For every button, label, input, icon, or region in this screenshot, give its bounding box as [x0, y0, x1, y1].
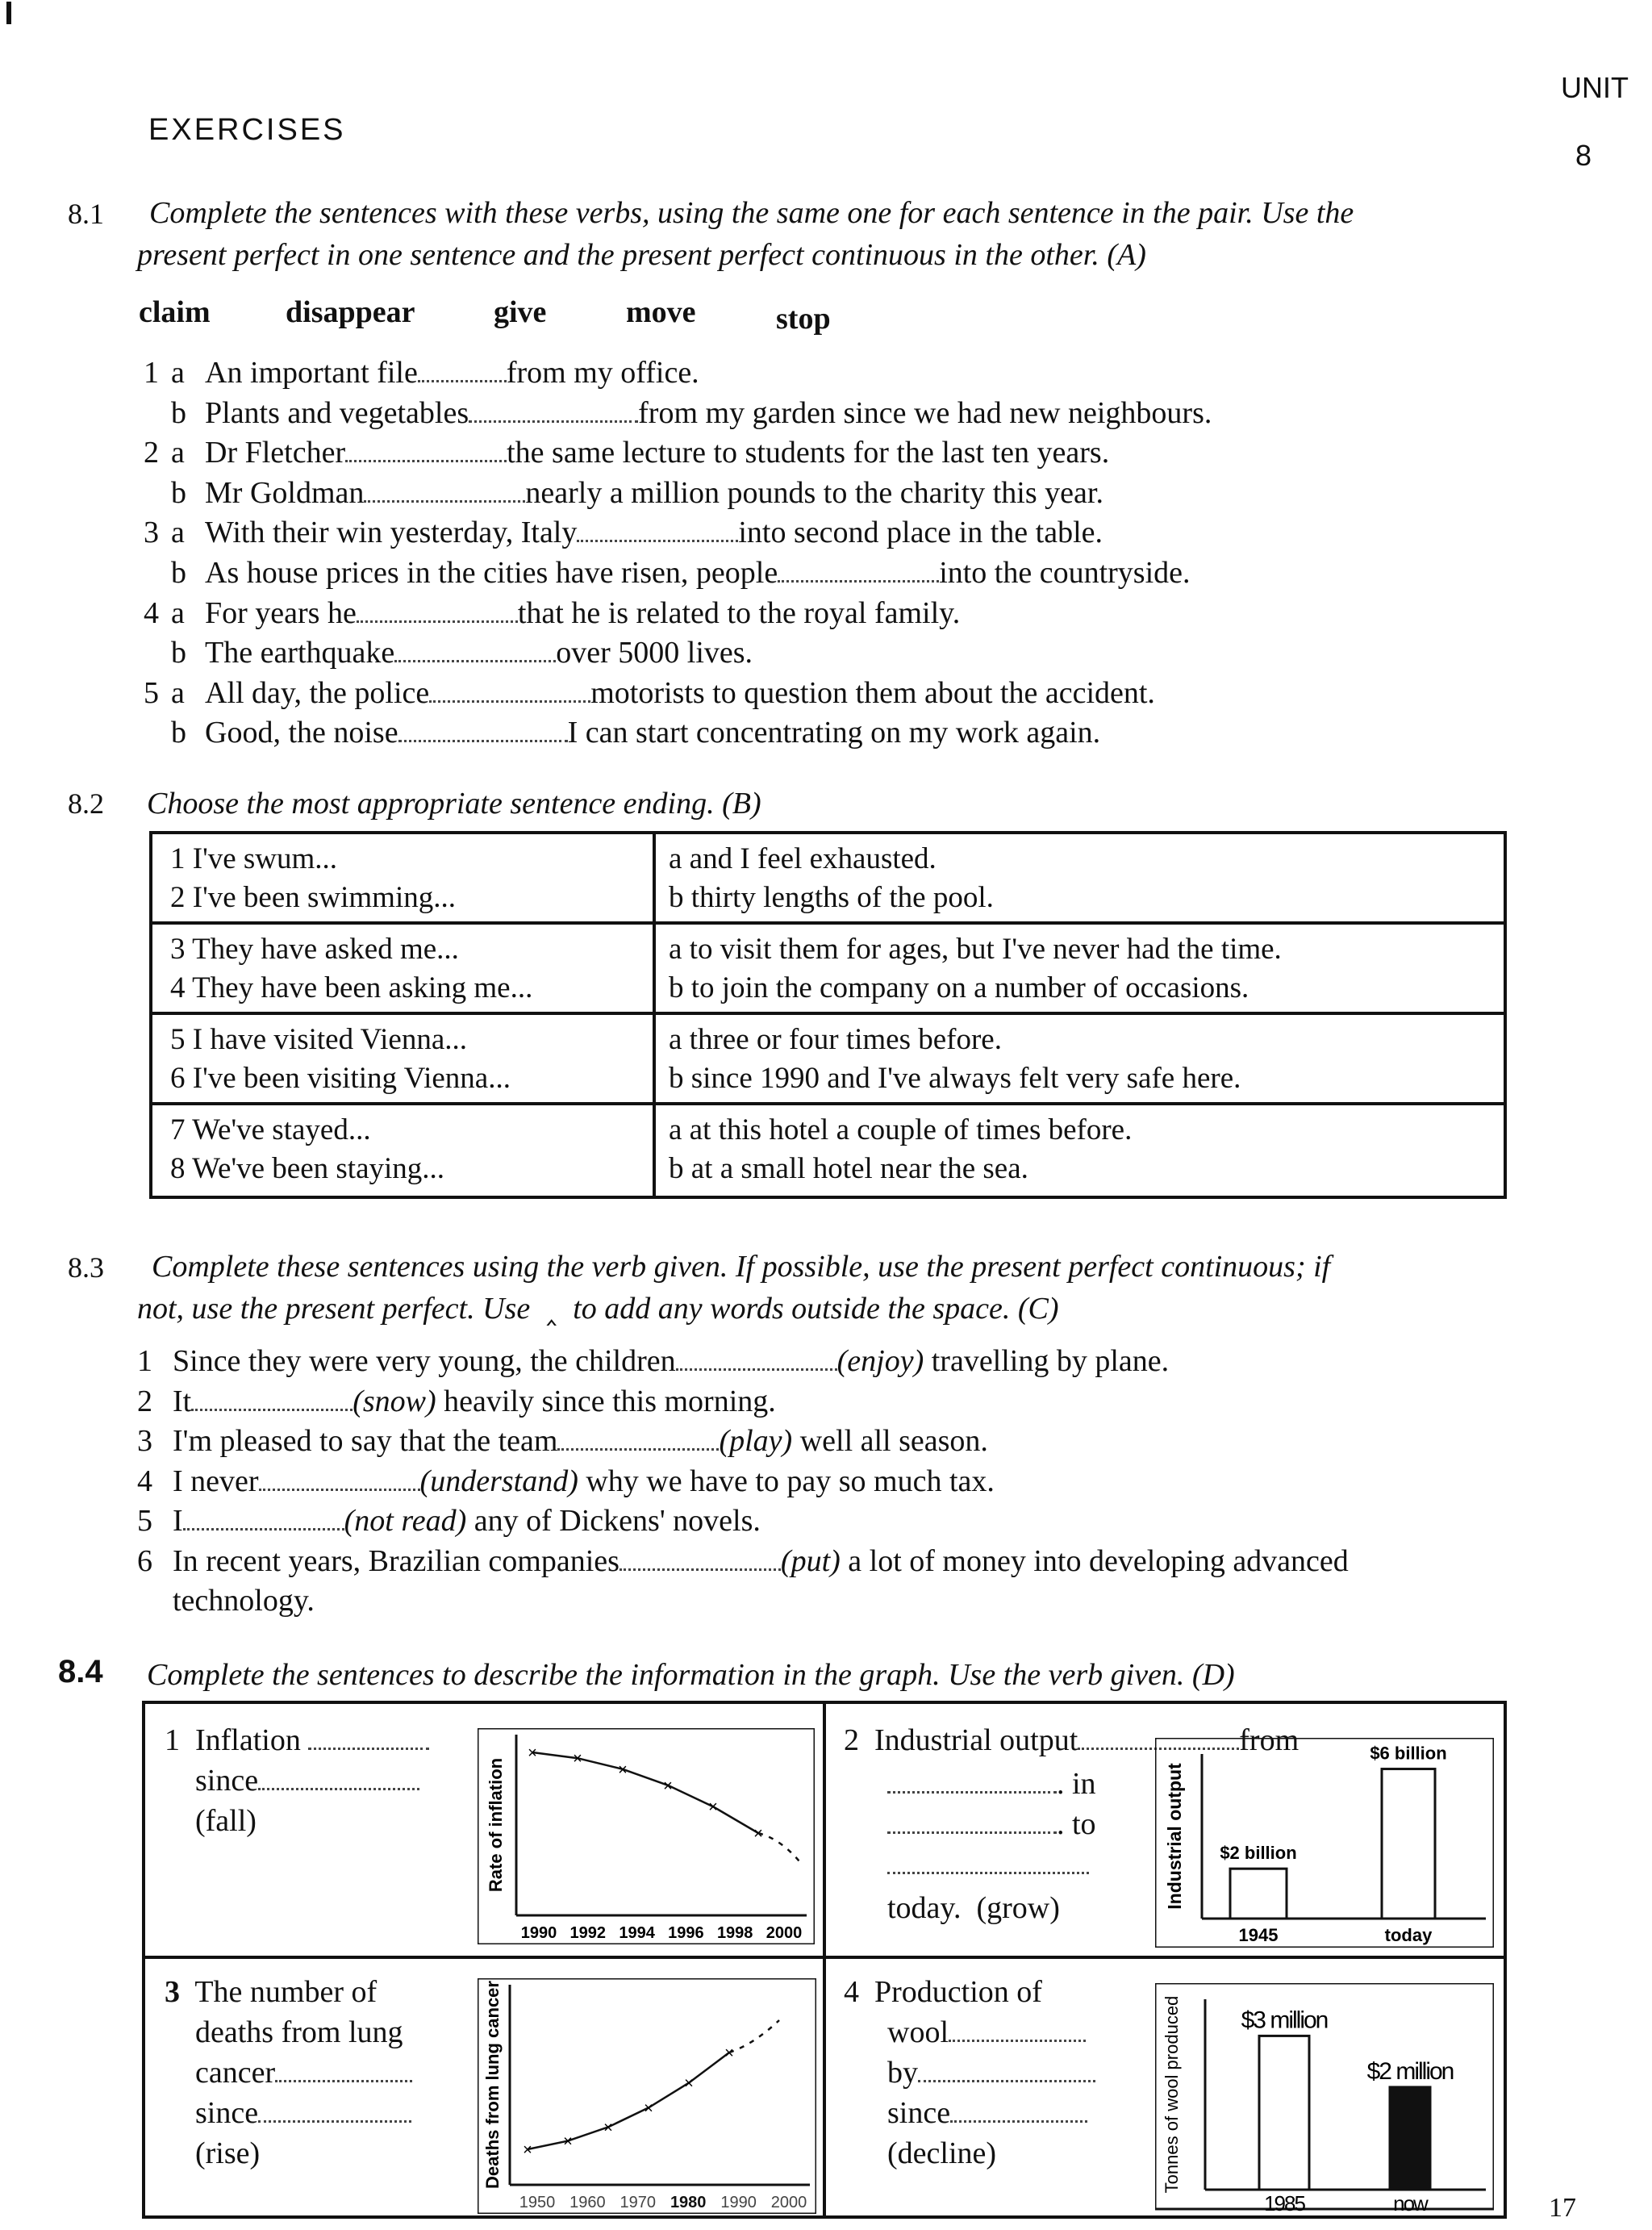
section-title: EXERCISES — [148, 113, 346, 147]
graph-question-2-line-4 — [887, 1844, 1089, 1885]
instruction-text: to add any words outside the space. (C) — [573, 1292, 1059, 1326]
x-tick-label: 1950 — [519, 2194, 556, 2211]
data-point: × — [644, 2099, 653, 2118]
table-left-cell: 8 We've been staying... — [170, 1152, 445, 1185]
sentence-end: motorists to question them about the accident. — [590, 675, 1155, 710]
exercise-number-8-2: 8.2 — [68, 787, 104, 820]
exercise-8-3-item — [137, 1503, 761, 1539]
item-letter: b — [171, 395, 186, 430]
graph-grid — [142, 1701, 1507, 2219]
sentence-start: For years he — [205, 595, 357, 630]
item-letter: b — [171, 475, 186, 510]
x-tick-label: 1960 — [569, 2194, 606, 2211]
x-tick-label: 1990 — [520, 1924, 557, 1942]
exercise-8-3-item — [137, 1384, 776, 1419]
crop-mark — [6, 2, 11, 24]
sentence-end: into the countryside. — [939, 556, 1191, 590]
exercise-8-3-item — [137, 1423, 988, 1459]
table-right-cell: a to visit them for ages, but I've never had the time. — [669, 933, 1282, 966]
sentence-start: Since they were very young, the children — [173, 1344, 676, 1378]
item-number: 5 — [144, 675, 159, 710]
data-label: $3 million — [1241, 2007, 1328, 2034]
graph-question-4-line-4: since — [887, 2093, 1087, 2133]
x-tick-label: 1992 — [569, 1924, 607, 1942]
answer-blank[interactable] — [345, 437, 507, 462]
x-tick-label: 1996 — [668, 1924, 704, 1942]
sentence-end: I can start concentrating on my work again. — [567, 716, 1101, 750]
graph-question-1-line-1: 1 Inflation — [165, 1720, 429, 1760]
table-left-cell: 6 I've been visiting Vienna... — [170, 1062, 511, 1095]
bar — [1230, 1869, 1287, 1919]
x-tick-label: 1985 — [1264, 2191, 1304, 2214]
sentence-start: I — [173, 1504, 183, 1539]
sentence-start: As house prices in the cities have risen, people — [205, 556, 778, 590]
exercise-8-3-instruction-line-1: Complete these sentences using the verb given. If possible, use the present perfect continuous; if — [152, 1250, 1331, 1284]
exercise-8-1-instruction-line-2: present perfect in one sentence and the present perfect continuous in the other. (A) — [137, 238, 1146, 272]
verb-hint: (snow) — [353, 1384, 436, 1418]
exercise-8-1-item — [144, 355, 699, 390]
table-left-cell: 5 I have visited Vienna... — [170, 1023, 468, 1056]
y-axis-label: Deaths from lung cancer — [482, 1981, 503, 2189]
sentence-start: I'm pleased to say that the team — [173, 1424, 558, 1459]
item-number: 2 — [137, 1384, 152, 1418]
exercise-8-2-instruction: Choose the most appropriate sentence ending. (B) — [147, 787, 761, 821]
x-tick-label: 2000 — [766, 1924, 803, 1942]
verb-give: give — [494, 295, 547, 329]
exercise-8-1-item — [144, 715, 1100, 750]
exercise-8-1-item — [144, 675, 1155, 711]
table-left-cell: 4 They have been asking me... — [170, 971, 533, 1004]
sentence-end: the same lecture to students for the last ten years. — [507, 436, 1110, 470]
sentence-ending-table — [149, 831, 1507, 1199]
table-right-cell: a and I feel exhausted. — [669, 842, 937, 875]
data-point: × — [618, 1760, 628, 1779]
item-number: 6 — [137, 1544, 152, 1578]
answer-blank[interactable] — [676, 1346, 837, 1371]
item-number: 4 — [144, 595, 159, 630]
sentence-start: With their win yesterday, Italy — [205, 516, 578, 550]
series-projection — [758, 1833, 803, 1865]
verb-move: move — [626, 295, 696, 329]
sentence-end: well all season. — [799, 1424, 988, 1459]
item-number: 3 — [137, 1424, 152, 1459]
graph-question-3-line-4: since — [195, 2093, 411, 2133]
sentence-end: heavily since this morning. — [444, 1384, 776, 1418]
item-number: 4 — [137, 1464, 152, 1498]
exercise-8-1-item — [144, 395, 1212, 431]
sentence-end: over 5000 lives. — [556, 636, 753, 670]
item-number: 1 — [144, 356, 159, 390]
data-point: × — [563, 2132, 573, 2151]
lung-cancer-line-chart — [478, 1978, 816, 2214]
x-tick-label: 1994 — [619, 1924, 655, 1942]
sentence-start: Good, the noise — [205, 716, 398, 750]
exercise-8-3-item — [137, 1464, 995, 1499]
graph-question-2-line-3: . to — [887, 1804, 1096, 1844]
data-point: × — [684, 2074, 694, 2093]
y-axis-label: Tonnes of wool produced — [1162, 1995, 1182, 2194]
sentence-start: In recent years, Brazilian companies — [173, 1544, 620, 1578]
sentence-end: from my garden since we had new neighbours. — [638, 395, 1212, 430]
answer-blank[interactable] — [191, 1386, 353, 1411]
y-axis-label: Rate of inflation — [486, 1757, 506, 1893]
verb-hint: (put) — [780, 1544, 841, 1578]
graph-question-2-line-5: today. (grow) — [887, 1891, 1060, 1925]
industrial-output-bar-chart — [1155, 1738, 1494, 1948]
sentence-start: I never — [173, 1464, 259, 1498]
data-label: $2 billion — [1220, 1843, 1297, 1864]
item-letter: a — [171, 675, 185, 710]
item-letter: a — [171, 436, 185, 470]
data-point: × — [663, 1777, 673, 1795]
item-letter: a — [171, 595, 185, 630]
sentence-start: All day, the police — [205, 675, 430, 710]
bar — [1382, 1769, 1435, 1919]
table-right-cell: b to join the company on a number of occasions. — [669, 971, 1249, 1004]
y-axis-label: Industrial output — [1164, 1763, 1185, 1910]
graph-question-3-line-3: cancer — [195, 2053, 412, 2093]
answer-blank[interactable] — [259, 1466, 420, 1491]
chart-frame — [478, 1978, 816, 2214]
data-label: $6 billion — [1370, 1743, 1447, 1764]
table-right-cell: b thirty lengths of the pool. — [669, 881, 994, 914]
table-right-cell: b since 1990 and I've always felt very safe here. — [669, 1062, 1241, 1095]
item-number: 5 — [137, 1504, 152, 1539]
data-point: × — [724, 2044, 734, 2062]
exercise-8-4-instruction: Complete the sentences to describe the information in the graph. Use the verb given. (D) — [147, 1658, 1235, 1692]
answer-blank[interactable] — [620, 1546, 781, 1571]
sentence-start: An important file — [205, 356, 418, 390]
item-letter: a — [171, 356, 185, 390]
answer-blank[interactable] — [357, 598, 518, 623]
data-point: × — [528, 1744, 537, 1762]
sentence-start: The earthquake — [205, 636, 395, 670]
graph-question-4-line-3: by — [887, 2053, 1095, 2093]
x-tick-label: 1970 — [620, 2194, 657, 2211]
x-tick-label: 2000 — [770, 2194, 807, 2211]
series-projection — [729, 2020, 779, 2053]
table-right-cell: a three or four times before. — [669, 1023, 1002, 1056]
page-number: 17 — [1549, 2193, 1576, 2223]
sentence-end: a lot of money into developing advanced — [848, 1544, 1349, 1578]
exercise-number-8-4: 8.4 — [58, 1654, 103, 1689]
exercise-number-8-3: 8.3 — [68, 1251, 104, 1284]
answer-blank[interactable] — [364, 478, 525, 503]
table-left-cell: 2 I've been swimming... — [170, 881, 456, 914]
chart-frame — [1155, 1738, 1494, 1948]
graph-question-1-line-3: (fall) — [195, 1804, 257, 1838]
verb-stop: stop — [776, 302, 831, 336]
instruction-text: not, use the present perfect. Use — [137, 1292, 531, 1326]
table-left-cell: 7 We've stayed... — [170, 1113, 371, 1146]
exercise-number-8-1: 8.1 — [68, 198, 104, 230]
answer-blank[interactable] — [469, 398, 638, 423]
data-point: × — [753, 1825, 763, 1843]
verb-hint: (play) — [719, 1424, 793, 1459]
table-row — [152, 1015, 1504, 1105]
sentence-end: that he is related to the royal family. — [517, 595, 961, 630]
graph-question-4-line-1: 4 Production of — [844, 1975, 1042, 2009]
sentence-end: into second place in the table. — [738, 516, 1103, 550]
item-letter: a — [171, 516, 185, 550]
sentence-end: why we have to pay so much tax. — [586, 1464, 995, 1498]
graph-question-1-line-2: since — [195, 1760, 419, 1801]
exercise-8-1-item — [144, 595, 960, 631]
exercise-8-3-item — [137, 1543, 1349, 1579]
x-tick-label: 1990 — [720, 2194, 757, 2211]
answer-blank[interactable] — [183, 1505, 344, 1531]
table-left-cell: 3 They have asked me... — [170, 933, 459, 966]
sentence-end: travelling by plane. — [931, 1344, 1170, 1378]
x-tick-label: 1945 — [1238, 1925, 1279, 1945]
graph-question-2-line-1: 2 Industrial output from — [844, 1723, 1299, 1757]
table-right-cell: a at this hotel a couple of times before. — [669, 1113, 1133, 1146]
exercise-8-1-item — [144, 635, 753, 670]
table-row — [152, 925, 1504, 1015]
answer-blank[interactable] — [418, 357, 507, 382]
item-letter: b — [171, 556, 186, 590]
bar — [1259, 2036, 1309, 2190]
table-row — [152, 834, 1504, 925]
table-row — [152, 1105, 1504, 1196]
x-tick-label: today — [1384, 1925, 1433, 1945]
verb-claim: claim — [139, 295, 211, 329]
unit-label: UNIT — [1561, 71, 1629, 104]
insertion-mark-icon: ‸ — [546, 1292, 557, 1326]
sentence-end: from my office. — [506, 356, 699, 390]
sentence-end: any of Dickens' novels. — [473, 1504, 761, 1539]
item-number: 3 — [144, 516, 159, 550]
inflation-line-chart — [478, 1728, 815, 1944]
sentence-start: Plants and vegetables — [205, 395, 469, 430]
answer-blank[interactable] — [557, 1426, 719, 1451]
x-tick-label: 1980 — [670, 2194, 707, 2211]
table-left-cell: 1 I've swum... — [170, 842, 338, 875]
item-number: 1 — [137, 1344, 152, 1378]
table-right-cell: b at a small hotel near the sea. — [669, 1152, 1028, 1185]
wool-production-bar-chart — [1155, 1983, 1494, 2214]
exercise-8-3-instruction-line-2 — [137, 1288, 1059, 1330]
item-letter: b — [171, 716, 186, 750]
sentence-start: It — [173, 1384, 192, 1418]
data-point: × — [603, 2119, 613, 2137]
data-point: × — [708, 1798, 718, 1817]
sentence-end: nearly a million pounds to the charity this year. — [525, 475, 1103, 510]
verb-hint: (not read) — [344, 1504, 467, 1539]
answer-blank[interactable] — [778, 558, 939, 583]
verb-hint: (understand) — [419, 1464, 578, 1498]
graph-question-3-line-2: deaths from lung — [195, 2015, 403, 2049]
x-tick-label: 1998 — [716, 1924, 753, 1942]
graph-question-3-line-5: (rise) — [195, 2136, 261, 2170]
data-label: $2 million — [1366, 2057, 1454, 2085]
answer-blank[interactable] — [398, 717, 568, 742]
exercise-8-1-item — [144, 435, 1109, 470]
answer-blank[interactable] — [394, 637, 556, 662]
exercise-8-1-item — [144, 555, 1191, 591]
item-letter: b — [171, 636, 186, 670]
exercise-8-1-item — [144, 475, 1103, 511]
unit-number: 8 — [1575, 139, 1592, 172]
exercise-8-3-item — [137, 1343, 1169, 1379]
graph-question-2-line-2: . in — [887, 1764, 1096, 1804]
answer-blank[interactable] — [577, 517, 738, 542]
exercise-8-3-item-6-continued: technology. — [173, 1584, 315, 1618]
data-point: × — [573, 1750, 582, 1769]
exercise-8-1-item — [144, 515, 1103, 550]
sentence-start: Mr Goldman — [205, 475, 365, 510]
answer-blank[interactable] — [429, 678, 590, 703]
item-number: 2 — [144, 436, 159, 470]
verb-hint: (enjoy) — [836, 1344, 924, 1378]
verb-disappear: disappear — [286, 295, 415, 329]
series-line — [532, 1752, 758, 1833]
data-point: × — [523, 2141, 532, 2159]
sentence-start: Dr Fletcher — [205, 436, 346, 470]
bar — [1390, 2087, 1430, 2190]
graph-question-4-line-5: (decline) — [887, 2136, 997, 2170]
graph-question-4-line-2: wool — [887, 2012, 1086, 2053]
x-tick-label: now — [1393, 2191, 1427, 2214]
exercise-8-1-instruction-line-1: Complete the sentences with these verbs, using the same one for each sentence in the pair. Use the — [149, 196, 1354, 230]
series-line — [528, 2053, 729, 2149]
graph-question-3-line-1: 3 The number of — [165, 1975, 378, 2009]
